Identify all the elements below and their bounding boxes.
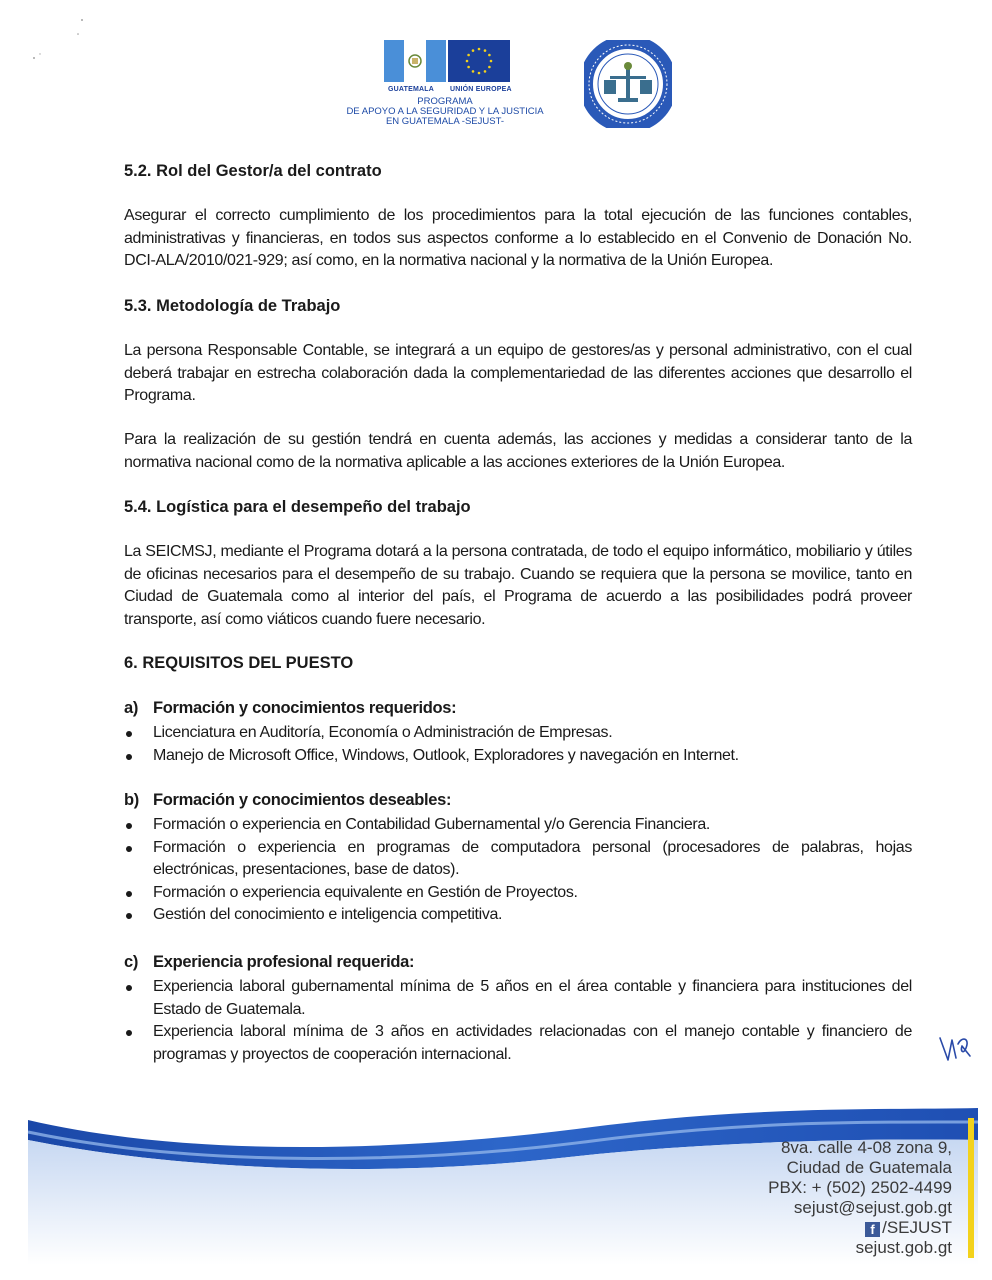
requirement-c-list (124, 976, 912, 1066)
section-5-3-title: 5.3. Metodología de Trabajo (124, 297, 341, 315)
european-union-flag-icon (448, 40, 510, 82)
section-5-3-paragraph-1: La persona Responsable Contable, se integrará a un equipo de gestores/as y personal administrativo, con el cual deberá trabajar en estrecha colaboración dada la complementariedad de las diferentes acciones que desarrollo el Programa. (124, 342, 912, 404)
requirement-a-title (124, 699, 456, 718)
requirement-c-title (124, 953, 414, 972)
section-5-4-paragraph: La SEICMSJ, mediante el Programa dotará a la persona contratada, de todo el equipo informático, mobiliario y útiles de oficinas necesarios para el desempeño de su trabajo. Cuando se requiera que la persona se movilice, tanto en Ciudad de Guatemala como al interior del país, el Programa de acuerdo a las posibilidades podrá proveer transporte, así como viáticos cuando fuere necesario. (124, 543, 912, 628)
accent-bar (968, 1118, 974, 1258)
email-address: sejust@sejust.gob.gt (793, 1198, 952, 1217)
guatemala-flag-icon (384, 40, 446, 82)
handwritten-initials-mark (936, 1030, 974, 1064)
section-5-2-title: 5.2. Rol del Gestor/a del contrato (124, 162, 382, 180)
program-line-1: PROGRAMA (417, 96, 473, 107)
section-5-2-paragraph: Asegurar el correcto cumplimiento de los procedimientos para la total ejecución de las funciones contables, administrativas y financieras, en todos sus aspectos conforme a lo establecido en el Convenio de Donación No. DCI-ALA/2010/021-929; así como, en la normativa nacional y la normativa de la Unión Europea. (124, 207, 912, 269)
facebook-handle: /SEJUST (882, 1218, 952, 1237)
requirement-a-list (124, 722, 912, 767)
list-item: Gestión del conocimiento e inteligencia competitiva. (124, 904, 912, 927)
letterhead-footer (0, 1080, 992, 1280)
website: sejust.gob.gt (855, 1238, 952, 1257)
address-line-1: 8va. calle 4-08 zona 9, (780, 1138, 952, 1157)
program-line-2: DE APOYO A LA SEGURIDAD Y LA JUSTICIA (346, 106, 544, 117)
contact-block (768, 1138, 952, 1258)
requirement-b-title (124, 791, 451, 810)
section-5-4-title: 5.4. Logística para el desempeño del trabajo (124, 498, 471, 516)
program-line-3: EN GUATEMALA -SEJUST- (385, 116, 505, 127)
facebook-line (768, 1218, 952, 1238)
eu-caption: UNIÓN EUROPEA (450, 86, 512, 93)
list-item: Manejo de Microsoft Office, Windows, Outlook, Exploradores y navegación en Internet. (124, 745, 912, 768)
list-item: Licenciatura en Auditoría, Economía o Administración de Empresas. (124, 722, 912, 745)
phone-number: PBX: + (502) 2502-4499 (768, 1178, 952, 1197)
guatemala-caption: GUATEMALA (388, 86, 434, 93)
letterhead (0, 0, 992, 160)
facebook-icon: f (865, 1222, 880, 1237)
requirement-b-label: Formación y conocimientos deseables: (153, 791, 452, 809)
list-item: Formación o experiencia en programas de computadora personal (procesadores de palabras, hojas electrónicas, presentaciones, base de datos). (124, 837, 912, 882)
list-item: Formación o experiencia en Contabilidad Gubernamental y/o Gerencia Financiera. (124, 814, 912, 837)
section-6-title: 6. REQUISITOS DEL PUESTO (124, 654, 354, 672)
list-item: Experiencia laboral gubernamental mínima de 5 años en el área contable y financiera para instituciones del Estado de Guatemala. (124, 976, 912, 1021)
secretaria-ejecutiva-seal-icon (584, 40, 672, 128)
section-5-3-paragraph-2: Para la realización de su gestión tendrá en cuenta además, las acciones y medidas a considerar tanto de la normativa nacional como de la normativa aplicable a las acciones exteriores de la Unión Europea. (124, 431, 912, 471)
list-item: Experiencia laboral mínima de 3 años en actividades relacionadas con el manejo contable y financiero de programas y proyectos de cooperación internacional. (124, 1021, 912, 1066)
requirement-a-label: Formación y conocimientos requeridos: (153, 699, 457, 717)
requirement-c-label: Experiencia profesional requerida: (153, 953, 415, 971)
requirement-b-letter: b) (124, 791, 139, 809)
scan-speck-marks (30, 14, 90, 64)
requirement-a-letter: a) (124, 699, 139, 717)
list-item: Formación o experiencia equivalente en Gestión de Proyectos. (124, 882, 912, 905)
requirement-b-list (124, 814, 912, 927)
program-name (330, 97, 560, 127)
requirement-c-letter: c) (124, 953, 139, 971)
address-line-2: Ciudad de Guatemala (786, 1158, 952, 1177)
